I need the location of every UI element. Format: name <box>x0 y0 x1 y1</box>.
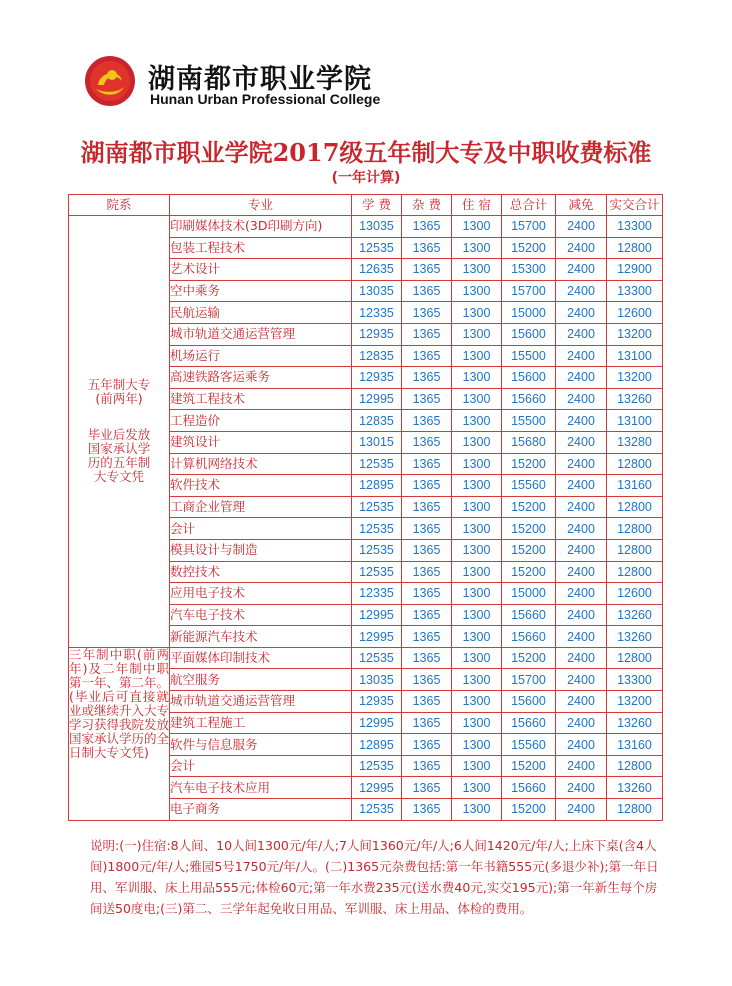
tuition-cell: 12995 <box>352 388 402 410</box>
housing-cell: 1300 <box>452 431 502 453</box>
reduction-cell: 2400 <box>556 712 607 734</box>
misc-fee-cell: 1365 <box>402 453 452 475</box>
dept-line: (前两年) <box>95 391 143 407</box>
reduction-cell: 2400 <box>556 626 607 648</box>
paid-cell: 12800 <box>607 453 663 475</box>
header-misc-fee: 杂 费 <box>402 195 452 216</box>
page-subtitle: (一年计算) <box>331 170 401 186</box>
misc-fee-cell: 1365 <box>402 647 452 669</box>
paid-cell: 13300 <box>607 216 663 238</box>
total-cell: 15660 <box>502 712 556 734</box>
housing-cell: 1300 <box>452 583 502 605</box>
header-reduction: 减免 <box>556 195 607 216</box>
misc-fee-cell: 1365 <box>402 388 452 410</box>
tuition-cell: 12935 <box>352 691 402 713</box>
paid-cell: 13300 <box>607 669 663 691</box>
reduction-cell: 2400 <box>556 561 607 583</box>
tuition-cell: 12335 <box>352 583 402 605</box>
department-cell-five-year <box>69 216 170 648</box>
paid-cell: 12900 <box>607 259 663 281</box>
paid-cell: 13260 <box>607 777 663 799</box>
tuition-cell: 12935 <box>352 323 402 345</box>
major-cell: 城市轨道交通运营管理 <box>170 323 352 345</box>
misc-fee-cell: 1365 <box>402 496 452 518</box>
total-cell: 15560 <box>502 734 556 756</box>
major-cell: 建筑工程技术 <box>170 388 352 410</box>
housing-cell: 1300 <box>452 518 502 540</box>
paid-cell: 12800 <box>607 539 663 561</box>
table-row <box>69 216 663 238</box>
dept-line: 毕业后发放 <box>87 427 151 443</box>
major-cell: 高速铁路客运乘务 <box>170 367 352 389</box>
reduction-cell: 2400 <box>556 237 607 259</box>
total-cell: 15700 <box>502 216 556 238</box>
major-cell: 空中乘务 <box>170 280 352 302</box>
major-cell: 新能源汽车技术 <box>170 626 352 648</box>
housing-cell: 1300 <box>452 475 502 497</box>
paid-cell: 13260 <box>607 712 663 734</box>
misc-fee-cell: 1365 <box>402 431 452 453</box>
total-cell: 15700 <box>502 669 556 691</box>
housing-cell: 1300 <box>452 323 502 345</box>
major-cell: 计算机网络技术 <box>170 453 352 475</box>
paid-cell: 13260 <box>607 604 663 626</box>
housing-cell: 1300 <box>452 647 502 669</box>
total-cell: 15680 <box>502 431 556 453</box>
misc-fee-cell: 1365 <box>402 669 452 691</box>
misc-fee-cell: 1365 <box>402 475 452 497</box>
major-cell: 会计 <box>170 755 352 777</box>
total-cell: 15600 <box>502 367 556 389</box>
major-cell: 建筑设计 <box>170 431 352 453</box>
housing-cell: 1300 <box>452 691 502 713</box>
housing-cell: 1300 <box>452 777 502 799</box>
misc-fee-cell: 1365 <box>402 539 452 561</box>
misc-fee-cell: 1365 <box>402 712 452 734</box>
reduction-cell: 2400 <box>556 777 607 799</box>
housing-cell: 1300 <box>452 539 502 561</box>
total-cell: 15560 <box>502 475 556 497</box>
tuition-cell: 12535 <box>352 647 402 669</box>
major-cell: 会计 <box>170 518 352 540</box>
paid-cell: 13200 <box>607 691 663 713</box>
total-cell: 15300 <box>502 259 556 281</box>
paid-cell: 12800 <box>607 496 663 518</box>
tuition-cell: 13035 <box>352 280 402 302</box>
housing-cell: 1300 <box>452 237 502 259</box>
reduction-cell: 2400 <box>556 410 607 432</box>
tuition-cell: 12995 <box>352 626 402 648</box>
total-cell: 15200 <box>502 561 556 583</box>
reduction-cell: 2400 <box>556 799 607 821</box>
reduction-cell: 2400 <box>556 259 607 281</box>
misc-fee-cell: 1365 <box>402 777 452 799</box>
total-cell: 15600 <box>502 323 556 345</box>
paid-cell: 13100 <box>607 410 663 432</box>
tuition-cell: 13015 <box>352 431 402 453</box>
total-cell: 15200 <box>502 496 556 518</box>
header-paid-total: 实交合计 <box>607 195 663 216</box>
total-cell: 15200 <box>502 237 556 259</box>
housing-cell: 1300 <box>452 345 502 367</box>
paid-cell: 12800 <box>607 799 663 821</box>
tuition-cell: 12995 <box>352 777 402 799</box>
paid-cell: 12800 <box>607 647 663 669</box>
paid-cell: 13200 <box>607 323 663 345</box>
dept-line: 大专文凭 <box>93 469 144 485</box>
housing-cell: 1300 <box>452 734 502 756</box>
misc-fee-cell: 1365 <box>402 518 452 540</box>
reduction-cell: 2400 <box>556 323 607 345</box>
tuition-cell: 12535 <box>352 453 402 475</box>
major-cell: 建筑工程施工 <box>170 712 352 734</box>
tuition-cell: 13035 <box>352 669 402 691</box>
paid-cell: 13100 <box>607 345 663 367</box>
tuition-cell: 12635 <box>352 259 402 281</box>
major-cell: 艺术设计 <box>170 259 352 281</box>
major-cell: 应用电子技术 <box>170 583 352 605</box>
header-housing: 住 宿 <box>452 195 502 216</box>
major-cell: 航空服务 <box>170 669 352 691</box>
paid-cell: 13280 <box>607 431 663 453</box>
misc-fee-cell: 1365 <box>402 216 452 238</box>
tuition-cell: 12535 <box>352 799 402 821</box>
college-logo-icon <box>84 55 136 107</box>
header-major: 专业 <box>170 195 352 216</box>
major-cell: 汽车电子技术 <box>170 604 352 626</box>
reduction-cell: 2400 <box>556 496 607 518</box>
total-cell: 15660 <box>502 388 556 410</box>
housing-cell: 1300 <box>452 280 502 302</box>
total-cell: 15200 <box>502 453 556 475</box>
total-cell: 15200 <box>502 755 556 777</box>
reduction-cell: 2400 <box>556 539 607 561</box>
fee-notes <box>76 835 664 919</box>
misc-fee-cell: 1365 <box>402 626 452 648</box>
total-cell: 15200 <box>502 647 556 669</box>
total-cell: 15500 <box>502 345 556 367</box>
reduction-cell: 2400 <box>556 755 607 777</box>
total-cell: 15000 <box>502 583 556 605</box>
reduction-cell: 2400 <box>556 734 607 756</box>
major-cell: 印刷媒体技术(3D印刷方向) <box>170 216 352 238</box>
housing-cell: 1300 <box>452 604 502 626</box>
total-cell: 15200 <box>502 799 556 821</box>
misc-fee-cell: 1365 <box>402 410 452 432</box>
housing-cell: 1300 <box>452 410 502 432</box>
misc-fee-cell: 1365 <box>402 259 452 281</box>
tuition-cell: 12535 <box>352 496 402 518</box>
misc-fee-cell: 1365 <box>402 691 452 713</box>
reduction-cell: 2400 <box>556 302 607 324</box>
header-department: 院系 <box>69 195 170 216</box>
housing-cell: 1300 <box>452 626 502 648</box>
paid-cell: 12600 <box>607 583 663 605</box>
major-cell: 城市轨道交通运营管理 <box>170 691 352 713</box>
misc-fee-cell: 1365 <box>402 583 452 605</box>
paid-cell: 13260 <box>607 388 663 410</box>
tuition-cell: 12535 <box>352 755 402 777</box>
tuition-cell: 12535 <box>352 561 402 583</box>
table-header-row <box>69 195 663 216</box>
paid-cell: 13260 <box>607 626 663 648</box>
reduction-cell: 2400 <box>556 367 607 389</box>
tuition-cell: 12335 <box>352 302 402 324</box>
tuition-cell: 12895 <box>352 734 402 756</box>
total-cell: 15660 <box>502 626 556 648</box>
notes-text: 说明:(一)住宿:8人间、10人间1300元/年/人;7人间1360元/年/人;6人间1420元/年/人;上床下桌(含4人间)1800元/年/人;雅园5号1750元/年/人。(二)1365元杂费包括:第一年书籍555元(多退少补);第一年日用、军训服、床上用品555元;体检60元;第一年水费235元(送水费40元,实交195元);第一年新生每个房间送50度电;(三)第二、三学年起免收日用品、军训服、床上用品、体检的费用。 <box>90 838 659 916</box>
housing-cell: 1300 <box>452 367 502 389</box>
college-name-cn: 湖南都市职业学院 <box>148 64 372 95</box>
total-cell: 15500 <box>502 410 556 432</box>
misc-fee-cell: 1365 <box>402 302 452 324</box>
dept-line: 历的五年制 <box>87 455 151 471</box>
major-cell: 电子商务 <box>170 799 352 821</box>
reduction-cell: 2400 <box>556 518 607 540</box>
tuition-cell: 12895 <box>352 475 402 497</box>
reduction-cell: 2400 <box>556 388 607 410</box>
housing-cell: 1300 <box>452 799 502 821</box>
housing-cell: 1300 <box>452 755 502 777</box>
paid-cell: 12800 <box>607 237 663 259</box>
misc-fee-cell: 1365 <box>402 280 452 302</box>
paid-cell: 13160 <box>607 475 663 497</box>
reduction-cell: 2400 <box>556 453 607 475</box>
paid-cell: 12800 <box>607 518 663 540</box>
table-row <box>69 647 663 669</box>
reduction-cell: 2400 <box>556 669 607 691</box>
misc-fee-cell: 1365 <box>402 799 452 821</box>
major-cell: 平面媒体印制技术 <box>170 647 352 669</box>
housing-cell: 1300 <box>452 259 502 281</box>
misc-fee-cell: 1365 <box>402 755 452 777</box>
housing-cell: 1300 <box>452 388 502 410</box>
major-cell: 模具设计与制造 <box>170 539 352 561</box>
misc-fee-cell: 1365 <box>402 734 452 756</box>
fee-table <box>68 194 663 821</box>
misc-fee-cell: 1365 <box>402 323 452 345</box>
tuition-cell: 12935 <box>352 367 402 389</box>
housing-cell: 1300 <box>452 669 502 691</box>
tuition-cell: 12995 <box>352 604 402 626</box>
housing-cell: 1300 <box>452 712 502 734</box>
paid-cell: 12800 <box>607 561 663 583</box>
housing-cell: 1300 <box>452 216 502 238</box>
housing-cell: 1300 <box>452 302 502 324</box>
reduction-cell: 2400 <box>556 475 607 497</box>
reduction-cell: 2400 <box>556 280 607 302</box>
major-cell: 民航运输 <box>170 302 352 324</box>
reduction-cell: 2400 <box>556 647 607 669</box>
tuition-cell: 12995 <box>352 712 402 734</box>
total-cell: 15200 <box>502 518 556 540</box>
college-header <box>84 55 414 110</box>
page-title: 湖南都市职业学院2017级五年制大专及中职收费标准 <box>80 138 652 167</box>
paid-cell: 12600 <box>607 302 663 324</box>
total-cell: 15660 <box>502 777 556 799</box>
reduction-cell: 2400 <box>556 691 607 713</box>
major-cell: 工商企业管理 <box>170 496 352 518</box>
paid-cell: 13160 <box>607 734 663 756</box>
department-cell-secondary: 三年制中职(前两年)及二年制中职第一年、第二年。(毕业后可直接就业或继续升入大专学习获得我院发放国家承认学历的全日制大专文凭) <box>69 647 170 820</box>
reduction-cell: 2400 <box>556 604 607 626</box>
housing-cell: 1300 <box>452 453 502 475</box>
total-cell: 15600 <box>502 691 556 713</box>
total-cell: 15000 <box>502 302 556 324</box>
dept-line: 国家承认学 <box>87 441 151 457</box>
paid-cell: 13300 <box>607 280 663 302</box>
tuition-cell: 12535 <box>352 539 402 561</box>
major-cell: 软件技术 <box>170 475 352 497</box>
header-total: 总合计 <box>502 195 556 216</box>
total-cell: 15660 <box>502 604 556 626</box>
tuition-cell: 12835 <box>352 410 402 432</box>
tuition-cell: 12535 <box>352 237 402 259</box>
reduction-cell: 2400 <box>556 345 607 367</box>
tuition-cell: 13035 <box>352 216 402 238</box>
reduction-cell: 2400 <box>556 583 607 605</box>
misc-fee-cell: 1365 <box>402 561 452 583</box>
tuition-cell: 12835 <box>352 345 402 367</box>
dept-line: 五年制大专 <box>87 377 151 393</box>
paid-cell: 12800 <box>607 755 663 777</box>
major-cell: 机场运行 <box>170 345 352 367</box>
major-cell: 包装工程技术 <box>170 237 352 259</box>
major-cell: 软件与信息服务 <box>170 734 352 756</box>
housing-cell: 1300 <box>452 561 502 583</box>
paid-cell: 13200 <box>607 367 663 389</box>
reduction-cell: 2400 <box>556 431 607 453</box>
misc-fee-cell: 1365 <box>402 237 452 259</box>
misc-fee-cell: 1365 <box>402 345 452 367</box>
misc-fee-cell: 1365 <box>402 367 452 389</box>
header-tuition: 学 费 <box>352 195 402 216</box>
college-name-en: Hunan Urban Professional College <box>150 91 381 107</box>
reduction-cell: 2400 <box>556 216 607 238</box>
major-cell: 工程造价 <box>170 410 352 432</box>
total-cell: 15700 <box>502 280 556 302</box>
misc-fee-cell: 1365 <box>402 604 452 626</box>
major-cell: 汽车电子技术应用 <box>170 777 352 799</box>
major-cell: 数控技术 <box>170 561 352 583</box>
housing-cell: 1300 <box>452 496 502 518</box>
tuition-cell: 12535 <box>352 518 402 540</box>
total-cell: 15200 <box>502 539 556 561</box>
